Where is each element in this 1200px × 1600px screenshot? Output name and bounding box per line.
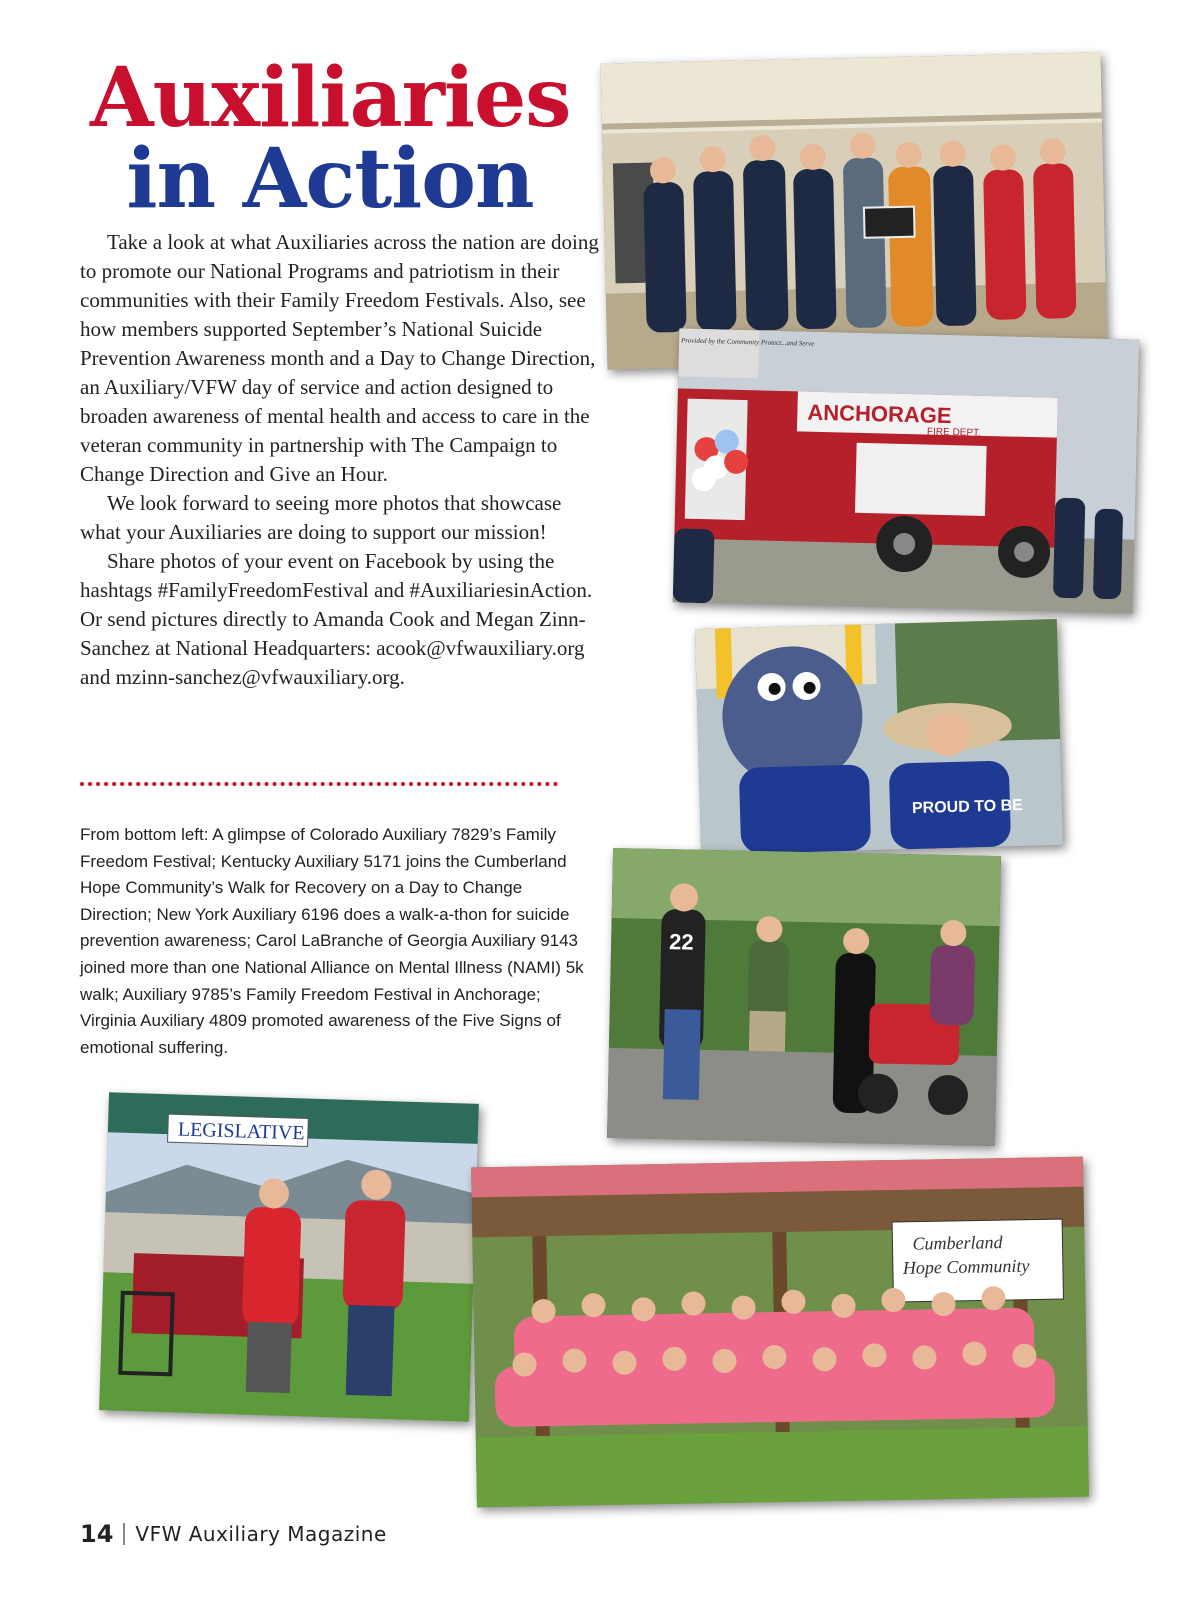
photo-fire-truck [673,328,1140,613]
intro-text [80,228,600,692]
fire-truck-door-text: Provided by the Community Protect...and Serve [681,336,815,348]
title-line-2: in Action [126,131,534,227]
photo-legislative-tent [99,1092,479,1421]
title-line-1: Auxiliaries [90,50,571,146]
intro-paragraph-1: Take a look at what Auxiliaries across the nation are doing to promote our National Programs and patriotism in their communities with their Family Freedom Festivals. Also, see how members supported September’s National Suicide Prevention Awareness month and a Day to Change Direction, an Auxiliary/VFW day of service and action designed to broaden awareness of mental health and access to care in the veteran community in partnership with The Campaign to Change Direction and Give an Hour. [80,230,599,486]
pavilion-sign-line-2: Hope Community [902,1255,1030,1278]
footer-separator [123,1523,125,1545]
page-footer [80,1520,387,1548]
intro-paragraph-3: Share photos of your event on Facebook by using the hashtags #FamilyFreedomFestival and #AuxiliariesinAction. Or send pictures directly to Amanda Cook and Megan Zinn-Sanchez at National Headquarters: acook@vfwauxiliary.org and mzinn-sanchez@vfwauxiliary.org. [80,549,593,689]
photo-pavilion-group [471,1157,1089,1508]
magazine-name: VFW Auxiliary Magazine [135,1522,387,1546]
intro-paragraph-2: We look forward to seeing more photos that showcase what your Auxiliaries are doing to support our mission! [80,491,562,544]
photo-walkers [607,848,1001,1146]
walker-shirt-number: 22 [668,929,694,955]
pavilion-sign-line-1: Cumberland [912,1232,1003,1254]
fire-truck-subtitle: FIRE DEPT. [926,426,981,439]
mascot-shirt-text: PROUD TO BE [911,797,1024,818]
photo-mascot [695,619,1063,855]
photo-group-indoor [601,52,1108,369]
dotted-divider [80,782,558,786]
page-number: 14 [80,1520,114,1548]
photo-caption: From bottom left: A glimpse of Colorado Auxiliary 7829’s Family Freedom Festival; Kentucky Auxiliary 5171 joins the Cumberland Hope Community’s Walk for Recovery on a Day to Change Direction; New York Auxiliary 6196 does a walk-a-thon for suicide prevention awareness; Carol LaBranche of Georgia Auxiliary 9143 joined more than one National Alliance on Mental Illness (NAMI) 5k walk; Auxiliary 9785’s Family Freedom Festival in Anchorage; Virginia Auxiliary 4809 promoted awareness of the Five Signs of emotional suffering. [80,825,584,1057]
fire-truck-banner: ANCHORAGE [807,399,952,429]
legislative-sign: LEGISLATIVE [177,1118,305,1145]
